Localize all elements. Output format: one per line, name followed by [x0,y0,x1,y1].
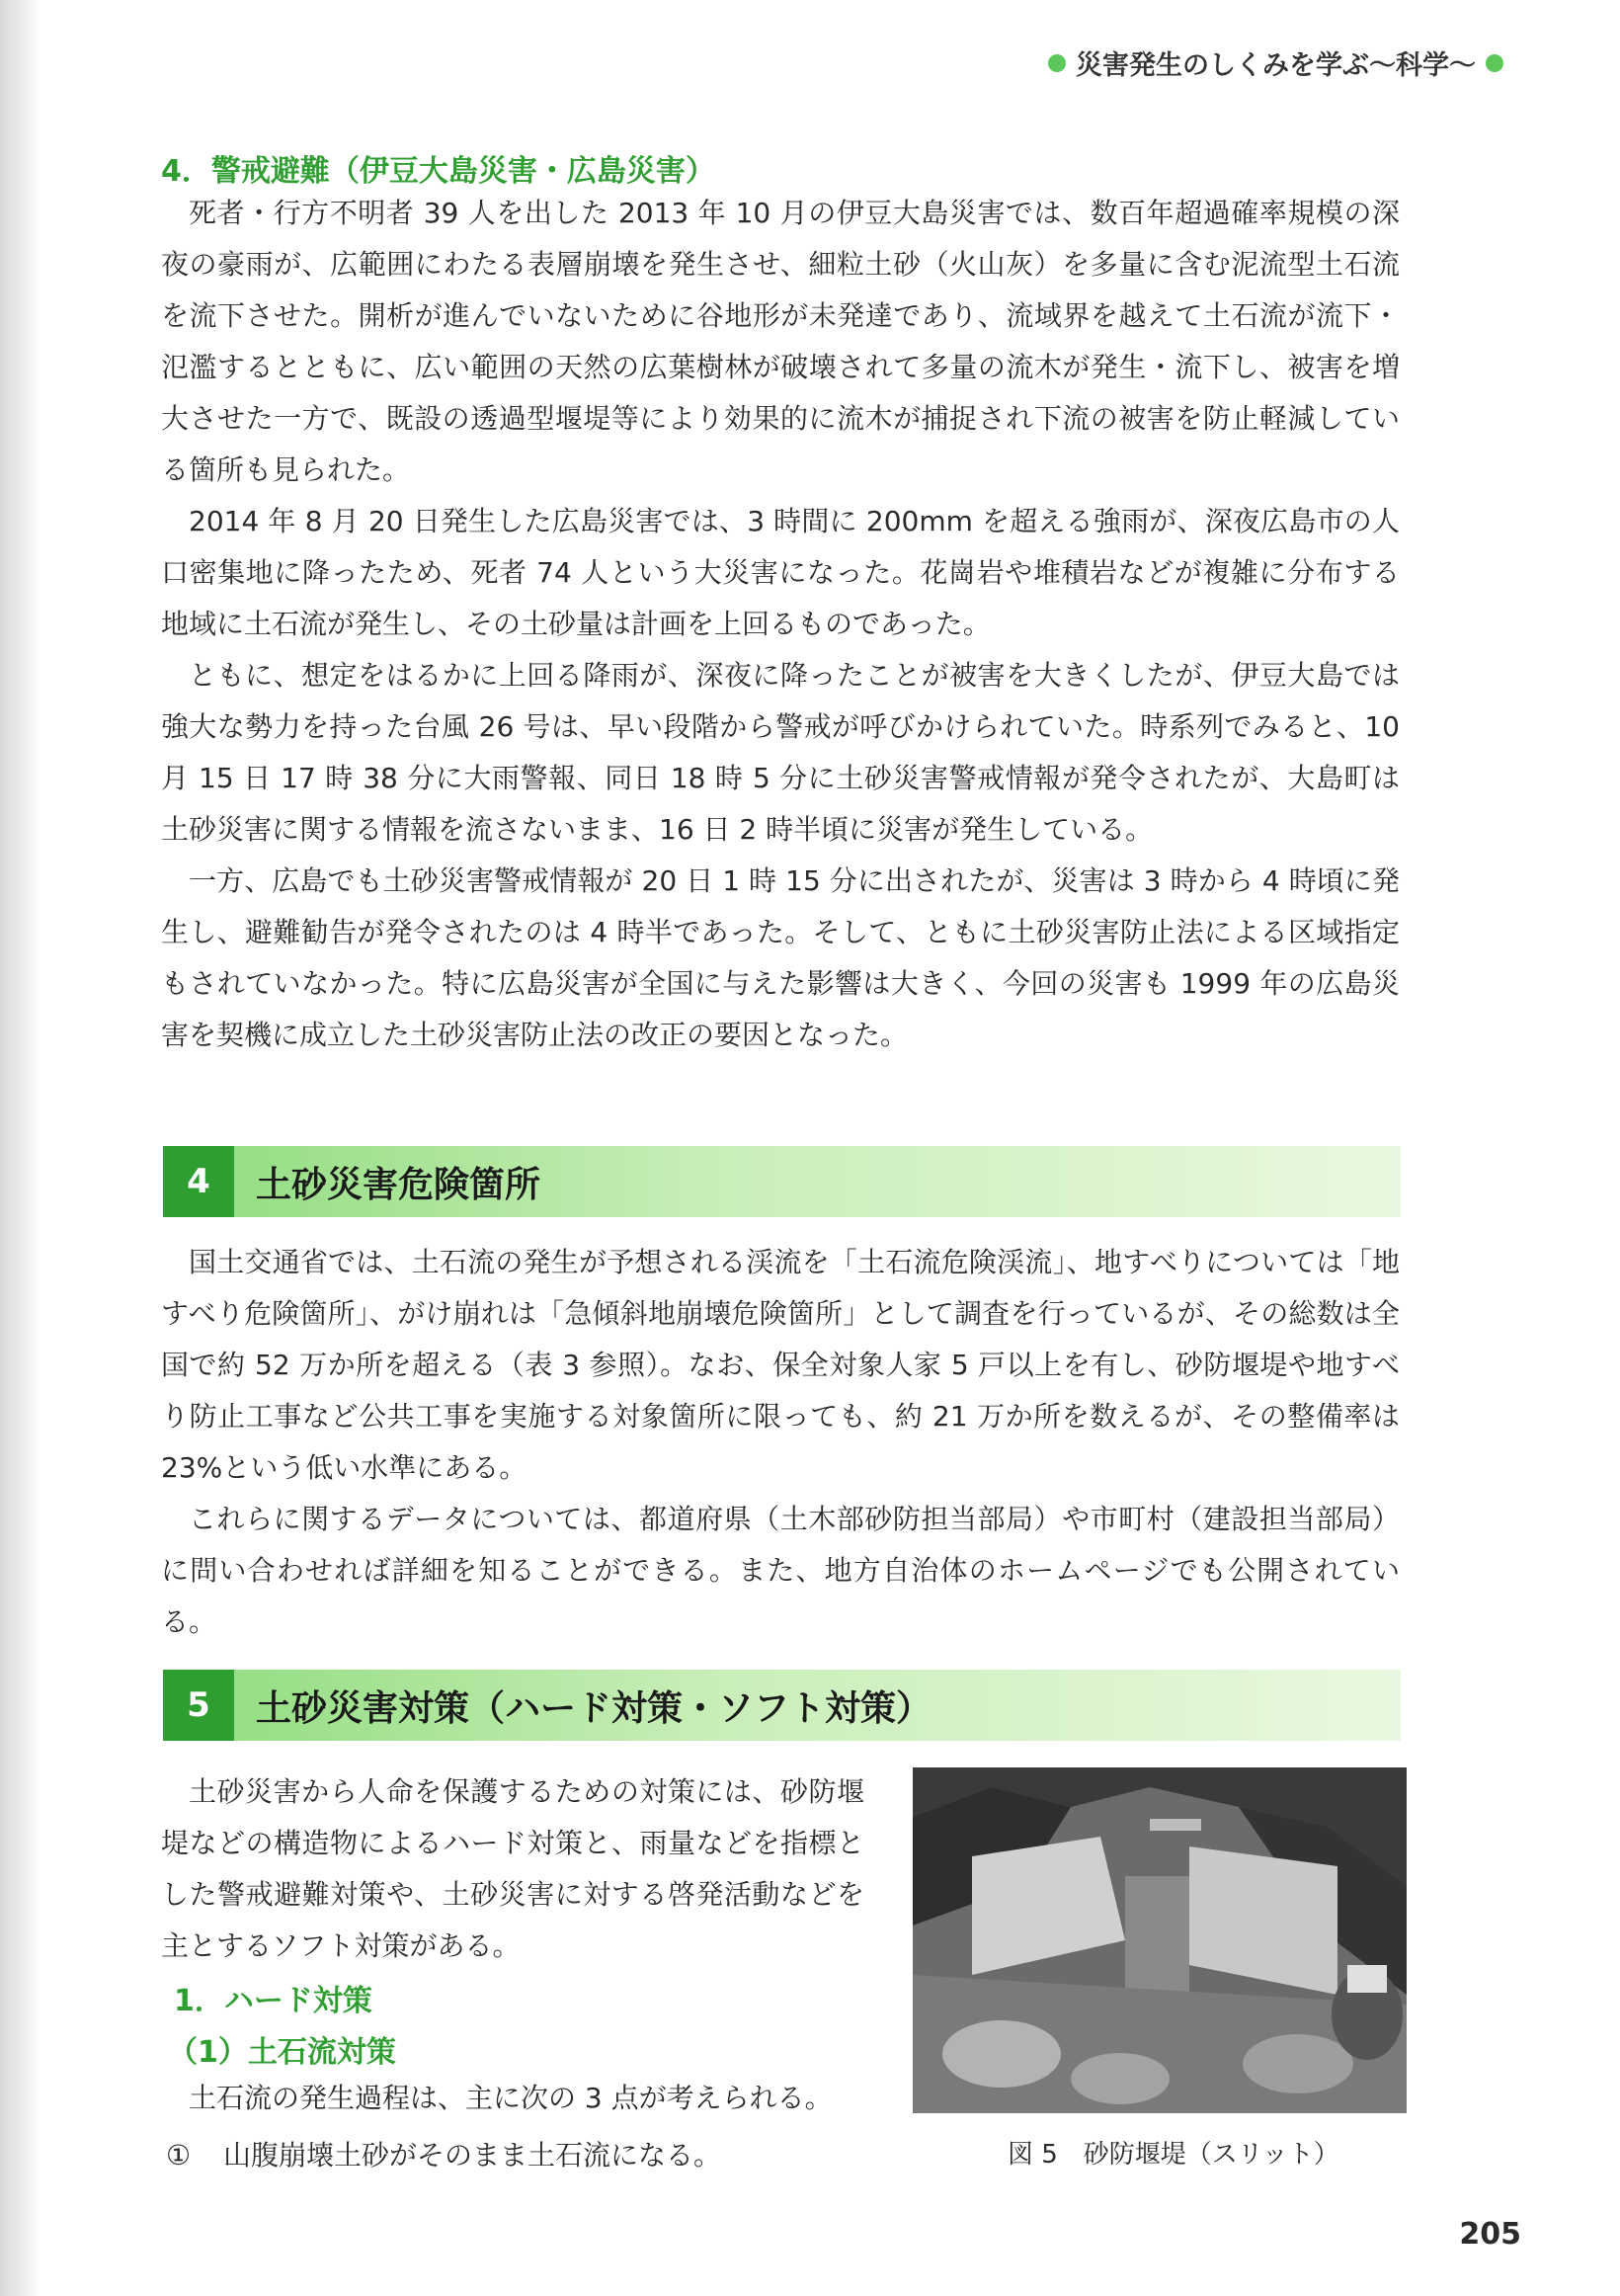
paragraph: 国土交通省では、土石流の発生が予想される渓流を「土石流危険渓流」、地すべりについては「地すべり危険箇所」、がけ崩れは「急傾斜地崩壊危険箇所」として調査を行っているが、その総数は全国で約 52 万か所を超える（表 3 参照）。なお、保全対象人家 5 戸以上を有し、砂防堰堤や地すべり防止工事など公共工事を実施する対象箇所に限っても、約 21 万か所を数えるが、その整備率は 23%という低い水準にある。 [161,1246,1400,1484]
paragraph: 土砂災害から人命を保護するための対策には、砂防堰堤などの構造物によるハード対策と、雨量などを指標とした警戒避難対策や、土砂災害に対する啓発活動などを主とするソフト対策がある。 [161,1775,864,1962]
bullet-dot-icon [1048,54,1066,72]
paragraph: 2014 年 8 月 20 日発生した広島災害では、3 時間に 200mm を超える強雨が、深夜広島市の人口密集地に降ったため、死者 74 人という大災害になった。花崗岩や堆積岩などが複雑に分布する地域に土石流が発生し、その土砂量は計画を上回るものであった。 [161,505,1400,640]
list-item [166,2134,721,2173]
paragraph: ともに、想定をはるかに上回る降雨が、深夜に降ったことが被害を大きくしたが、伊豆大島では強大な勢力を持った台風 26 号は、早い段階から警戒が呼びかけられていた。時系列でみると、10 月 15 日 17 時 38 分に大雨警報、同日 18 時 5 分に土砂災害警戒情報が発令されたが、大島町は土砂災害に関する情報を流さないまま、16 日 2 時半頃に災害が発生している。 [161,659,1400,846]
paragraph: 死者・行方不明者 39 人を出した 2013 年 10 月の伊豆大島災害では、数百年超過確率規模の深夜の豪雨が、広範囲にわたる表層崩壊を発生させ、細粒土砂（火山灰）を多量に含む泥流型土石流を流下させた。開析が進んでいないために谷地形が未発達であり、流域界を越えて土石流が流下・氾濫するとともに、広い範囲の天然の広葉樹林が破壊されて多量の流木が発生・流下し、被害を増大させた一方で、既設の透過型堰堤等により効果的に流木が捕捉され下流の被害を防止軽減している箇所も見られた。 [161,197,1400,486]
paragraph: 土石流の発生過程は、主に次の 3 点が考えられる。 [189,2082,833,2114]
running-header-text: 災害発生のしくみを学ぶ〜科学〜 [1076,50,1476,81]
section-heading-4 [163,1146,1401,1217]
bullet-dot-icon [1486,54,1503,72]
subsubsection-heading-debris-flow: （1）土石流対策 [168,2035,396,2070]
section-heading-5 [163,1670,1401,1741]
subsection-heading-hard-measures: 1．ハード対策 [174,1984,372,2018]
section-title: 土砂災害危険箇所 [256,1164,541,1205]
section-number: 4 [163,1146,234,1217]
section-title: 土砂災害対策（ハード対策・ソフト対策） [256,1687,932,1729]
scan-edge-shadow [0,0,40,2296]
subsection-heading-evacuation: 4．警戒避難（伊豆大島災害・広島災害） [161,154,715,189]
figure-caption: 図 5 砂防堰堤（スリット） [1008,2140,1339,2170]
paragraph: 一方、広島でも土砂災害警戒情報が 20 日 1 時 15 分に出されたが、災害は 3 時から 4 時頃に発生し、避難勧告が発令されたのは 4 時半であった。そして、ともに土砂災害防止法による区域指定もされていなかった。特に広島災害が全国に与えた影響は大きく、今回の災害も 1999 年の広島災害を契機に成立した土砂災害防止法の改正の要因となった。 [161,864,1400,1051]
running-header [1048,43,1503,82]
paragraph: これらに関するデータについては、都道府県（土木部砂防担当部局）や市町村（建設担当部局）に問い合わせれば詳細を知ることができる。また、地方自治体のホームページでも公開されている。 [161,1503,1400,1638]
dam-photo [913,1767,1407,2113]
list-number: ① [166,2139,192,2172]
sabo-dam-illustration [913,1767,1407,2113]
page-number: 205 [1459,2217,1521,2252]
list-item-text: 山腹崩壊土砂がそのまま土石流になる。 [223,2139,722,2172]
section-number: 5 [163,1670,234,1741]
